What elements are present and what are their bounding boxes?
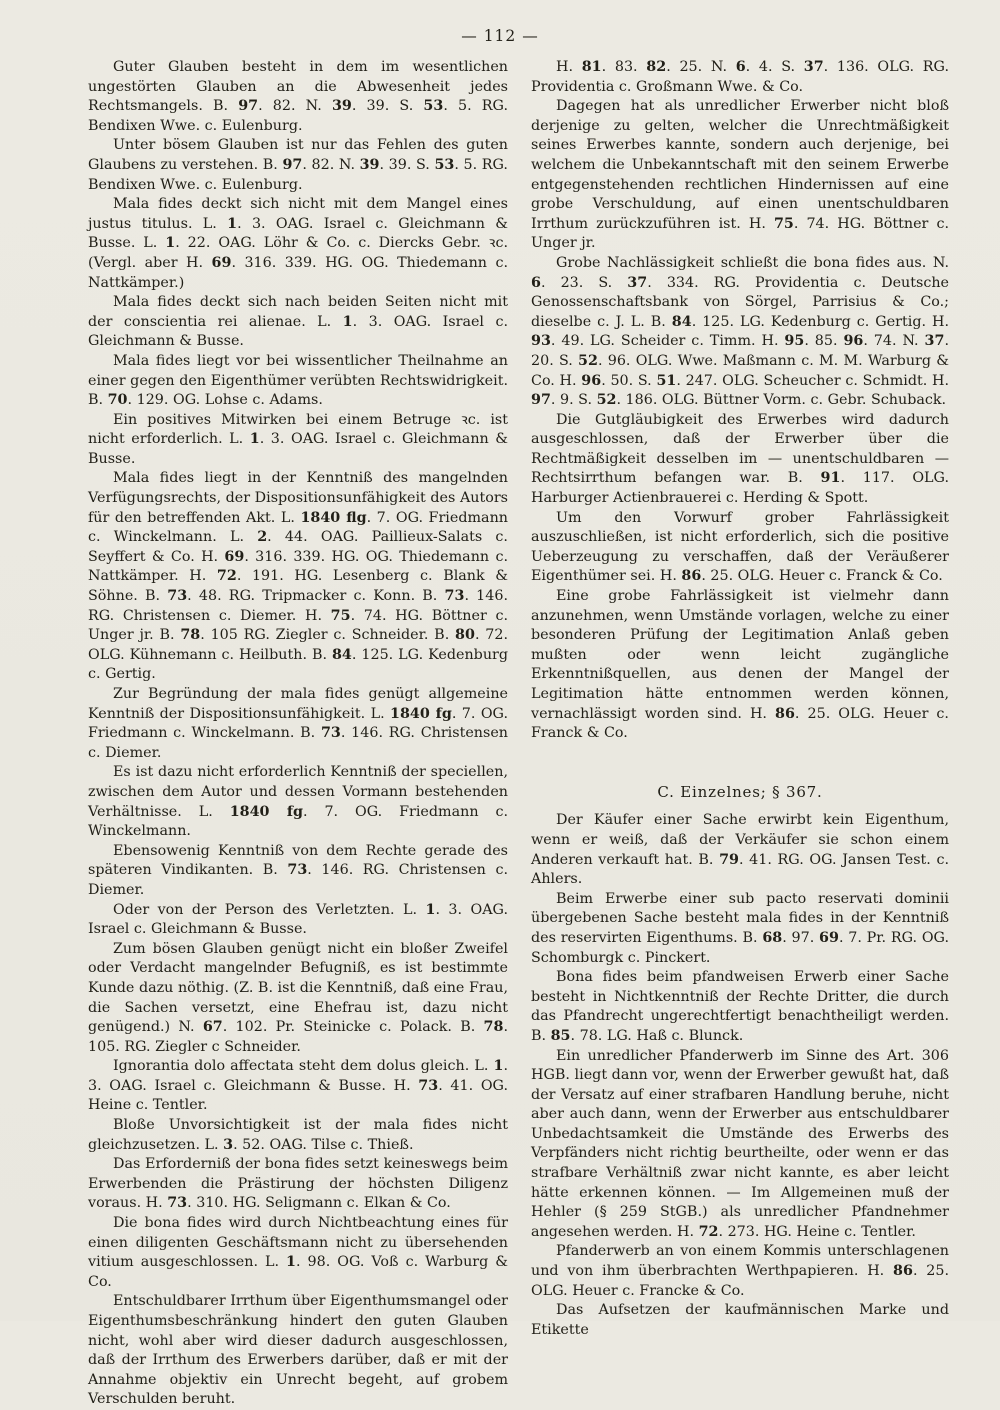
text-segment: H.	[556, 59, 582, 75]
text-segment: Ebensowenig Kenntniß von dem Rechte gerade des späteren Vindikanten. B.	[88, 842, 508, 879]
text-segment: . 191. HG. Lesenberg c. Blank & Söhne. B.	[88, 568, 508, 605]
volume-number: 69	[211, 254, 232, 271]
text-segment: Eine grobe Fahrlässigkeit ist vielmehr dann anzunehmen, wenn Umstände vorlagen, welche zu einer besonderen Prüfung der Legitimation Anlaß geben mußten oder wenn leicht zugängliche Erkenntnißquellen, aus denen der Mangel der Legitimation hätte entnommen werden können, vernachlässigt worden sind. H.	[531, 588, 949, 722]
volume-number: 85	[550, 1027, 571, 1044]
text-segment: . 102. Pr. Steinicke c. Polack. B.	[222, 1019, 484, 1036]
volume-number: 1	[425, 901, 436, 918]
entry-paragraph	[88, 1155, 508, 1214]
entry-paragraph	[531, 97, 949, 254]
text-segment: . 82. N.	[302, 156, 360, 173]
text-segment: . 3. OAG. Israel c. Gleichmann & Busse.	[88, 313, 508, 350]
text-segment: . 49. LG. Scheider c. Timm. H.	[550, 333, 785, 350]
volume-number: 73	[167, 588, 188, 605]
volume-number: 3	[223, 1136, 234, 1153]
volume-number: 75	[773, 215, 794, 232]
text-segment: . 20. S.	[531, 333, 949, 369]
volume-number: 51	[656, 372, 677, 389]
volume-number: 84	[671, 313, 692, 330]
volume-number: 72	[698, 1223, 719, 1240]
volume-number: 37	[627, 274, 648, 291]
text-segment: Dagegen hat als unredlicher Erwerber nicht bloß derjenige zu gelten, welcher die Unrechtmäßigkeit seines Erwerbes kannte, sondern auch derjenige, bei welchem die Unbekanntschaft mit den seinem Erwerbe entgegenstehenden rechtlichen Hindernissen auf eine grobe Verschuldung, auf einen unentschuldbaren Irrthum zurückzuführen ist. H.	[531, 98, 949, 232]
volume-number: 1840 fg	[229, 803, 303, 820]
volume-number: 6	[531, 274, 541, 291]
text-segment: . 74. N.	[863, 333, 925, 350]
text-segment: Zur Begründung der mala fides genügt allgemeine Kenntniß der Dispositionsunfähigkeit. L.	[88, 686, 508, 722]
text-segment: . 72. OLG. Kühnemann c. Heilbuth. B.	[88, 627, 508, 663]
text-segment: Um den Vorwurf grober Fahrlässigkeit auszuschließen, ist nicht erforderlich, sich die positive Ueberzeugung zu verschaffen, daß der Veräußerer Eigenthümer sei. H.	[531, 509, 949, 585]
text-segment: Grobe Nachlässigkeit schließt die bona fides aus. N.	[556, 254, 949, 271]
text-segment: . 146. RG. Christensen c. Diemer.	[88, 725, 508, 761]
text-segment: Unter bösem Glauben ist nur das Fehlen des guten Glaubens zu verstehen. B.	[88, 137, 508, 173]
volume-number: 53	[434, 156, 455, 173]
volume-number: 96	[581, 372, 602, 389]
entry-paragraph	[531, 890, 949, 968]
entry-paragraph	[531, 254, 949, 411]
volume-number: 97	[531, 392, 551, 409]
text-segment: . 41. RG. OG. Jansen Test. c. Ahlers.	[531, 851, 950, 888]
volume-number: 69	[819, 929, 839, 946]
volume-number: 73	[418, 1077, 439, 1094]
text-segment: Entschuldbarer Irrthum über Eigenthumsmangel oder Eigenthumsbeschränkung hindert den guten Glauben nicht, wohl aber wird dieser dadurch ausgeschlossen, daß der Irrthum des Erwerbers darüber, daß er mit der Annahme objektiv ein Unrecht begeht, auf grobem Verschulden beruht.	[88, 1293, 508, 1408]
volume-number: 67	[202, 1019, 223, 1036]
entry-paragraph	[531, 509, 949, 587]
right-column-entries-before-heading	[531, 58, 949, 744]
volume-number: 39	[331, 98, 352, 115]
volume-number: 52	[578, 352, 598, 369]
entry-paragraph	[88, 1292, 508, 1410]
text-segment: Mala fides liegt vor bei wissentlicher Theilnahme an einer gegen den Eigenthümer verübten Rechtswidrigkeit. B.	[88, 352, 508, 409]
volume-number: 70	[107, 392, 128, 409]
text-segment: . 105. RG. Ziegler c Schneider.	[88, 1019, 508, 1055]
left-column	[88, 58, 508, 1410]
volume-number: 73	[167, 1195, 188, 1212]
volume-number: 97	[238, 98, 259, 115]
volume-number: 1840 fg	[390, 705, 452, 722]
text-segment: . 39. S.	[379, 156, 435, 173]
text-segment: Mala fides deckt sich nach beiden Seiten nicht mit der conscientia rei alienae. L.	[88, 294, 508, 330]
text-segment: . 136. OLG. RG. Providentia c. Großmann Wwe. & Co.	[531, 59, 949, 95]
entry-paragraph	[88, 58, 508, 136]
entry-paragraph	[88, 469, 508, 685]
text-segment: Mala fides liegt in der Kenntniß des mangelnden Verfügungsrechts, der Dispositionsunfähigkeit des Autors für den betreffenden Akt. L.	[88, 470, 508, 526]
text-segment: . 4. S.	[745, 59, 804, 75]
text-segment: . 74. HG. Böttner c. Unger jr. B.	[88, 607, 509, 644]
volume-number: 82	[646, 59, 667, 75]
volume-number: 86	[775, 705, 795, 722]
volume-number: 78	[483, 1019, 504, 1036]
entry-paragraph	[531, 587, 949, 744]
text-segment: Beim Erwerbe einer sub pacto reservati dominii übergebenen Sache besteht mala fides in der Kenntniß des reservirten Eigenthums. B.	[531, 890, 949, 946]
volume-number: 72	[216, 568, 237, 585]
entry-paragraph	[88, 293, 508, 352]
entry-paragraph	[88, 940, 508, 1058]
text-segment: . 23. S.	[540, 274, 628, 291]
text-segment: . 105 RG. Ziegler c. Schneider. B.	[200, 627, 456, 644]
volume-number: 68	[762, 929, 783, 946]
volume-number: 69	[224, 548, 245, 565]
text-segment: Bona fides beim pfandweisen Erwerb einer Sache besteht in Nichtkenntniß der Rechte Dritter, die durch das Pfandrecht ungerechtfertigt benachtheiligt werden. B.	[531, 969, 949, 1044]
volume-number: 53	[423, 98, 444, 115]
text-segment: . 7. OG. Friedmann c. Winckelmann. L.	[88, 509, 508, 546]
volume-number: 73	[287, 862, 308, 879]
text-segment: . 44. OAG. Paillieux-Salats c. Seyffert & Co. H.	[88, 529, 508, 565]
text-segment: . 186. OLG. Büttner Vorm. c. Gebr. Schuback.	[616, 392, 947, 409]
page-number: — 112 —	[461, 27, 539, 45]
text-segment: . 41. OG. Heine c. Tentler.	[88, 1077, 508, 1114]
text-segment: Ignorantia dolo affectata steht dem dolus gleich. L.	[113, 1058, 494, 1075]
volume-number: 91	[820, 470, 841, 487]
text-segment: . 5. RG. Bendixen Wwe. c. Eulenburg.	[88, 98, 508, 134]
entry-paragraph	[88, 842, 508, 901]
text-segment: . 52. OAG. Tilse c. Thieß.	[233, 1136, 414, 1153]
text-segment: . 97.	[782, 929, 820, 946]
volume-number: 6	[735, 59, 746, 75]
volume-number: 78	[180, 627, 201, 644]
entry-paragraph	[88, 136, 508, 195]
text-segment: Ein positives Mitwirken bei einem Betruge ꝛc. ist nicht erforderlich. L.	[88, 411, 508, 448]
volume-number: 84	[331, 646, 352, 663]
entry-paragraph	[88, 1116, 508, 1155]
entry-paragraph	[531, 1242, 949, 1301]
text-segment: . 129. OG. Lohse c. Adams.	[127, 392, 323, 409]
text-segment: . 334. RG. Providentia c. Deutsche Genossenschaftsbank von Sörgel, Parrisius & Co.; dieselbe c. J. L. B.	[531, 274, 949, 330]
text-segment: . 3. OAG. Israel c. Gleichmann & Busse.	[88, 431, 508, 467]
text-segment: . 247. OLG. Scheucher c. Schmidt. H.	[676, 372, 949, 389]
volume-number: 96	[843, 333, 864, 350]
volume-number: 95	[784, 333, 805, 350]
volume-number: 93	[531, 333, 551, 350]
text-segment: Es ist dazu nicht erforderlich Kenntniß der speciellen, zwischen dem Autor und dessen Vormann bestehenden Verhältnisse. L.	[88, 764, 508, 820]
text-segment: . 5. RG. Bendixen Wwe. c. Eulenburg.	[88, 156, 508, 193]
text-segment: . 25. OLG. Heuer c. Franck & Co.	[701, 568, 943, 585]
text-segment: . 83.	[601, 59, 647, 75]
text-segment: . 7. OG. Friedmann c. Winckelmann. B.	[88, 705, 508, 742]
volume-number: 52	[596, 392, 617, 409]
text-segment: . 310. HG. Seligmann c. Elkan & Co.	[187, 1195, 451, 1212]
text-segment: Das Aufsetzen der kaufmännischen Marke und Etikette	[531, 1302, 949, 1338]
text-segment: Mala fides deckt sich nicht mit dem Mangel eines justus titulus. L.	[88, 196, 508, 232]
text-segment: . 98. OG. Voß c. Warburg & Co.	[88, 1254, 508, 1290]
entry-paragraph	[88, 1057, 508, 1116]
entry-paragraph	[88, 1214, 508, 1292]
text-segment: . 9. S.	[550, 392, 597, 409]
volume-number: 37	[924, 333, 945, 350]
text-segment: Zum bösen Glauben genügt nicht ein bloßer Zweifel oder Verdacht mangelnder Befugniß, es ist bestimmte Kunde dazu nöthig. (Z. B. ist die Kenntniß, daß eine Frau, die Sachen versetzt, eine Ehefrau ist, dazu nicht genügend.) N.	[88, 940, 508, 1036]
text-segment: Ein unredlicher Pfanderwerb im Sinne des Art. 306 HGB. liegt dann vor, wenn der Erwerber gewußt hat, daß der Versatz auf einer strafbaren Handlung beruhe, nicht aber auch dann, wenn der Erwerber aus entschuldbarer Unbedachtsamkeit die Umstände des Erwerbs des Verpfänders nicht richtig beurtheilte, oder wenn er das strafbare Verhältniß zwar nicht kannte, es aber leicht hätte erkennen können. — Im Allgemeinen muß der Hehler (§ 259 StGB.) als unredlicher Pfandnehmer angesehen werden. H.	[531, 1047, 949, 1240]
text-segment: . 125. LG. Kedenburg c. Gertig. H.	[691, 313, 949, 330]
text-segment: . 3. OAG. Israel c. Gleichmann & Busse. H.	[88, 1058, 508, 1094]
text-segment: . 85.	[804, 333, 844, 350]
entry-paragraph	[88, 411, 508, 470]
text-segment: . 25. OLG. Heuer c. Franck & Co.	[531, 705, 949, 742]
text-segment: . 74. HG. Böttner c. Unger jr.	[531, 215, 949, 252]
text-segment: Pfanderwerb an von einem Kommis unterschlagenen und von ihm überbrachten Werthpapieren. H.	[531, 1243, 949, 1280]
text-segment: Der Käufer einer Sache erwirbt kein Eigenthum, wenn er weiß, daß der Verkäufer sie schon einem Anderen verkauft hat. B.	[531, 812, 949, 868]
text-segment: . 146. RG. Christensen c. Diemer. H.	[88, 588, 508, 624]
text-segment: Das Erforderniß der bona fides setzt keineswegs beim Erwerbenden die Prästirung der höchsten Diligenz voraus. H.	[88, 1156, 508, 1212]
volume-number: 1840 flg	[300, 509, 367, 526]
right-column-entries-after-heading	[531, 811, 949, 1340]
entry-paragraph	[88, 685, 508, 763]
volume-number: 86	[681, 568, 702, 585]
text-segment: . 117. OLG. Harburger Actienbrauerei c. Herding & Spott.	[531, 470, 949, 507]
text-segment: . 82. N.	[258, 98, 332, 115]
text-segment: Guter Glauben besteht in dem im wesentlichen ungestörten Glauben an die Abwesenheit jedes Rechtsmangels. B.	[88, 59, 508, 115]
text-segment: Die bona fides wird durch Nichtbeachtung eines für einen diligenten Geschäftsmann nicht zu übersehenden vitium ausgeschlossen. L.	[88, 1215, 508, 1271]
right-column	[531, 58, 949, 1340]
volume-number: 80	[455, 627, 475, 644]
entry-paragraph	[531, 968, 949, 1046]
entry-paragraph	[88, 195, 508, 293]
volume-number: 2	[257, 529, 268, 546]
text-segment: . 7. OG. Friedmann c. Winckelmann.	[88, 803, 508, 840]
volume-number: 97	[282, 156, 303, 173]
volume-number: 1	[286, 1254, 296, 1271]
entry-paragraph	[88, 901, 508, 940]
text-segment: . 48. RG. Tripmacker c. Konn. B.	[187, 588, 445, 605]
entry-paragraph	[88, 352, 508, 411]
volume-number: 1	[165, 235, 176, 252]
text-segment: . 316. 339. HG. OG. Thiedemann c. Nattkämper. H.	[88, 548, 508, 585]
text-segment: . 22. OAG. Löhr & Co. c. Diercks Gebr. ꝛc. (Vergl. aber H.	[88, 235, 508, 271]
volume-number: 81	[581, 59, 602, 75]
volume-number: 37	[803, 59, 824, 75]
text-segment: Bloße Unvorsichtigkeit ist der mala fides nicht gleichzusetzen. L.	[88, 1117, 508, 1153]
volume-number: 73	[444, 588, 465, 605]
text-segment: . 125. LG. Kedenburg c. Gertig.	[88, 646, 509, 683]
entry-paragraph	[531, 1047, 949, 1243]
entry-paragraph	[88, 763, 508, 841]
text-segment: Oder von der Person des Verletzten. L.	[113, 901, 426, 918]
entry-paragraph	[531, 811, 949, 889]
entry-paragraph	[531, 58, 949, 97]
volume-number: 86	[893, 1263, 913, 1280]
text-segment: . 25. N.	[666, 59, 736, 75]
text-segment: . 273. HG. Heine c. Tentler.	[718, 1223, 916, 1240]
volume-number: 1	[342, 313, 353, 330]
volume-number: 1	[493, 1058, 504, 1075]
text-segment: . 316. 339. HG. OG. Thiedemann c. Nattkämper.)	[88, 254, 508, 291]
text-segment: . 7. Pr. RG. OG. Schomburgk c. Pinckert.	[531, 929, 949, 966]
text-segment: . 3. OAG. Israel c. Gleichmann & Busse. L.	[88, 215, 508, 252]
text-segment: Die Gutgläubigkeit des Erwerbes wird dadurch ausgeschlossen, daß der Erwerber über die Rechtmäßigkeit desselben im — unentschuldbaren — Rechtsirrthum befangen war. B.	[531, 411, 949, 487]
volume-number: 75	[330, 607, 351, 624]
volume-number: 79	[719, 851, 739, 868]
volume-number: 1	[227, 215, 238, 232]
text-segment: . 50. S.	[601, 372, 657, 389]
text-segment: . 78. LG. Haß c. Blunck.	[570, 1027, 744, 1044]
text-segment: . 25. OLG. Heuer c. Francke & Co.	[531, 1263, 950, 1299]
volume-number: 73	[320, 725, 341, 742]
volume-number: 39	[359, 156, 380, 173]
entry-paragraph	[531, 411, 949, 509]
text-segment: . 39. S.	[351, 98, 424, 115]
volume-number: 1	[249, 431, 260, 448]
text-segment: . 146. RG. Christensen c. Diemer.	[88, 862, 508, 898]
text-segment: . 3. OAG. Israel c. Gleichmann & Busse.	[88, 901, 508, 938]
section-heading: C. Einzelnes; § 367.	[657, 782, 823, 801]
text-segment: . 96. OLG. Wwe. Maßmann c. M. M. Warburg & Co. H.	[531, 352, 949, 389]
